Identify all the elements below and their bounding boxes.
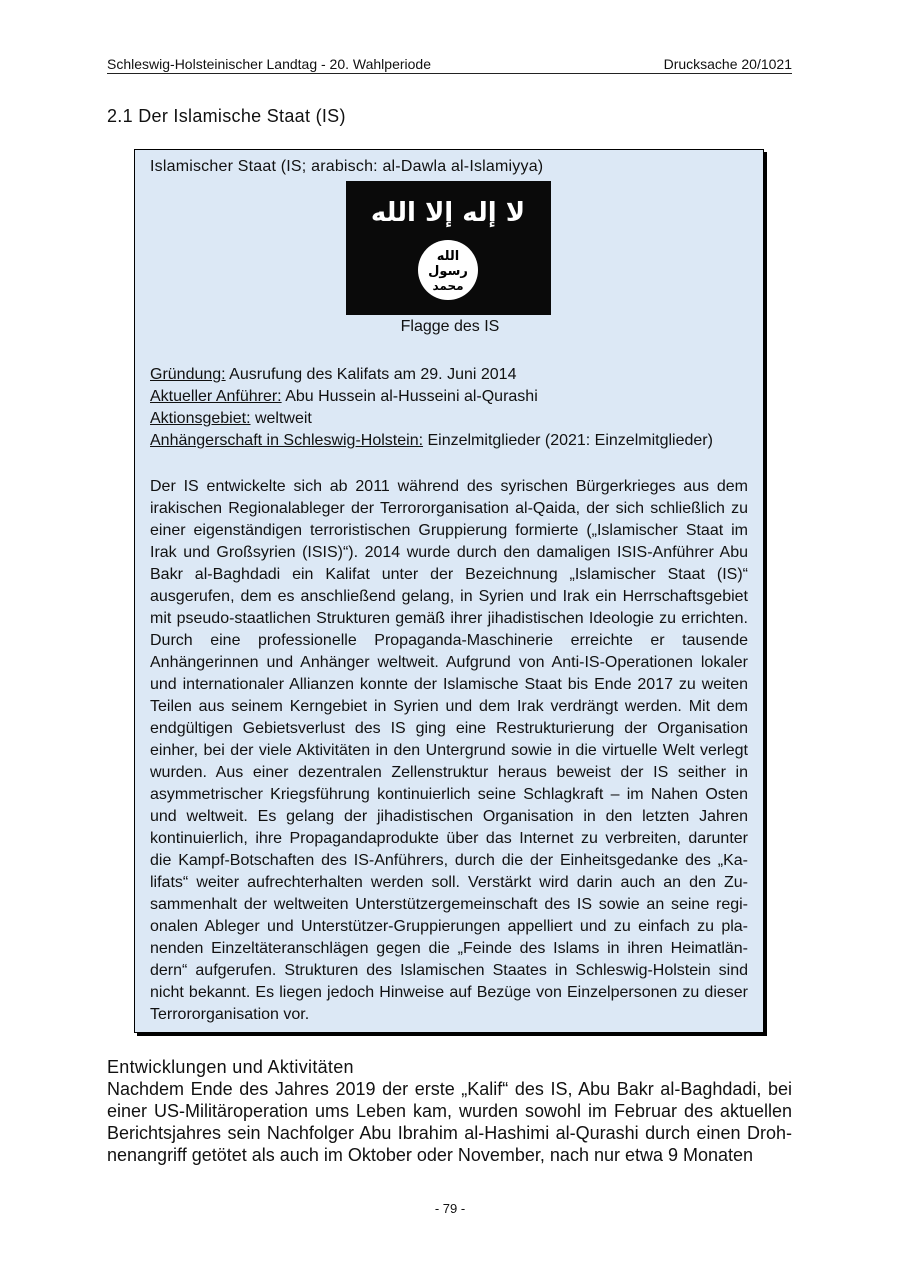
fact-value: Abu Hussein al-Husseini al-Qurashi (281, 388, 538, 405)
fact-label: Gründung: (150, 366, 226, 383)
flag-seal-line-1: الله (436, 249, 460, 264)
header-document-number: Drucksache 20/1021 (663, 56, 792, 72)
body-paragraph: Nachdem Ende des Jahres 2019 der erste „Kalif“ des IS, Abu Bakr al-Baghdadi, bei einer US-Militäroperation ums Leben kam, wurden sowohl im Februar des aktuellen Berichtsjahres sein Nachfolger Abu Ibrahim al-Hashimi al-Qurashi durch einen Drohnenangriff getötet als auch im Oktober oder November, nach nur etwa 9 Monaten (107, 1079, 792, 1165)
info-box-title: Islamischer Staat (IS; arabisch: al-Dawla al-Islamiyya) (150, 158, 544, 175)
page-header (107, 56, 792, 74)
flag-seal-line-3: محمد (432, 279, 464, 293)
info-box (134, 149, 764, 1033)
fact-label: Aktionsgebiet: (150, 410, 251, 427)
flag-caption: Flagge des IS (400, 318, 500, 335)
fact-value: weltweit (250, 410, 312, 427)
flag-seal-line-2: رسول (428, 264, 468, 279)
section-title: 2.1 Der Islamische Staat (IS) (107, 106, 346, 126)
facts-list (150, 364, 750, 452)
flag-top-script: لا إله إلا الله (370, 198, 526, 228)
fact-value: Ausrufung des Kalifats am 29. Juni 2014 (225, 366, 517, 383)
fact-label: Anhängerschaft in Schleswig-Holstein: (150, 432, 424, 449)
fact-label: Aktueller Anführer: (150, 388, 282, 405)
is-flag-image (346, 181, 551, 315)
flag-graphic (346, 181, 551, 315)
page-number: - 79 - (434, 1201, 466, 1216)
header-parliament: Schleswig-Holsteinischer Landtag - 20. Wahlperiode (107, 56, 431, 72)
fact-leader (150, 386, 750, 408)
subheading: Entwicklungen und Aktivitäten (107, 1057, 354, 1077)
fact-founding (150, 364, 750, 386)
fact-followers (150, 430, 750, 452)
fact-value: Einzelmitglieder (2021: Einzelmitglieder) (423, 432, 713, 449)
info-box-body: Der IS entwickelte sich ab 2011 während des syrischen Bürgerkrieges aus dem irakischen Regionalableger der Terrororganisation al-Qaida, der sich schließlich zu einer eigenständigen terroristischen Gruppierung formierte („Islamischer Staat im Irak und Großsyrien (ISIS)“). 2014 wurde durch den damaligen ISIS-Anführer Abu Bakr al-Baghdadi ein Kalifat unter der Bezeichnung „Islamischer Staat (IS)“ ausgerufen, dem es anschließend gelang, in Syrien und Irak ein Herrschaftsgebiet mit pseudo-staatlichen Strukturen gemäß ihrer jihadistischen Ideologie zu errichten. Durch eine professionelle Propaganda-Maschinerie erreichte er tausende Anhängerinnen und Anhänger weltweit. Aufgrund von Anti-IS-Operationen lokaler und internationaler Allianzen konnte der Islamische Staat bis Ende 2017 zu weiten Teilen aus seinem Kerngebiet in Syrien und dem Irak verdrängt werden. Mit dem endgültigen Gebietsverlust des IS ging eine Restrukturierung der Organisation einher, bei der viele Aktivitäten in den Untergrund sowie in die virtuelle Welt verlegt wurden. Aus einer dezentralen Zellenstruktur heraus beweist der IS seither in asymmetrischer Kriegsführung kontinuierlich seine Schlagkraft – im Nahen Osten und weltweit. Es gelang der jihadistischen Organisation in den letzten Jahren kontinuierlich, ihre Propagandaprodukte über das Internet zu verbreiten, darunter die Kampf-Botschaften des IS-Anführers, durch die der Einheitsgedanke des „Kalifats“ weiter aufrechterhalten werden soll. Verstärkt wird darin auch an den Zusammenhalt der weltweiten Unterstützergemeinschaft des IS sowie an seine regionalen Ableger und Unterstützer-Gruppierungen appelliert und zu einfach zu planenden Einzeltäteranschlägen gegen die „Feinde des Islams in ihren Heimatländern“ aufgerufen. Strukturen des Islamischen Staates in Schleswig-Holstein sind nicht bekannt. Es liegen jedoch Hinweise auf Bezüge von Einzelpersonen zu dieser Terrororganisation vor. (150, 478, 748, 1023)
fact-area (150, 408, 750, 430)
